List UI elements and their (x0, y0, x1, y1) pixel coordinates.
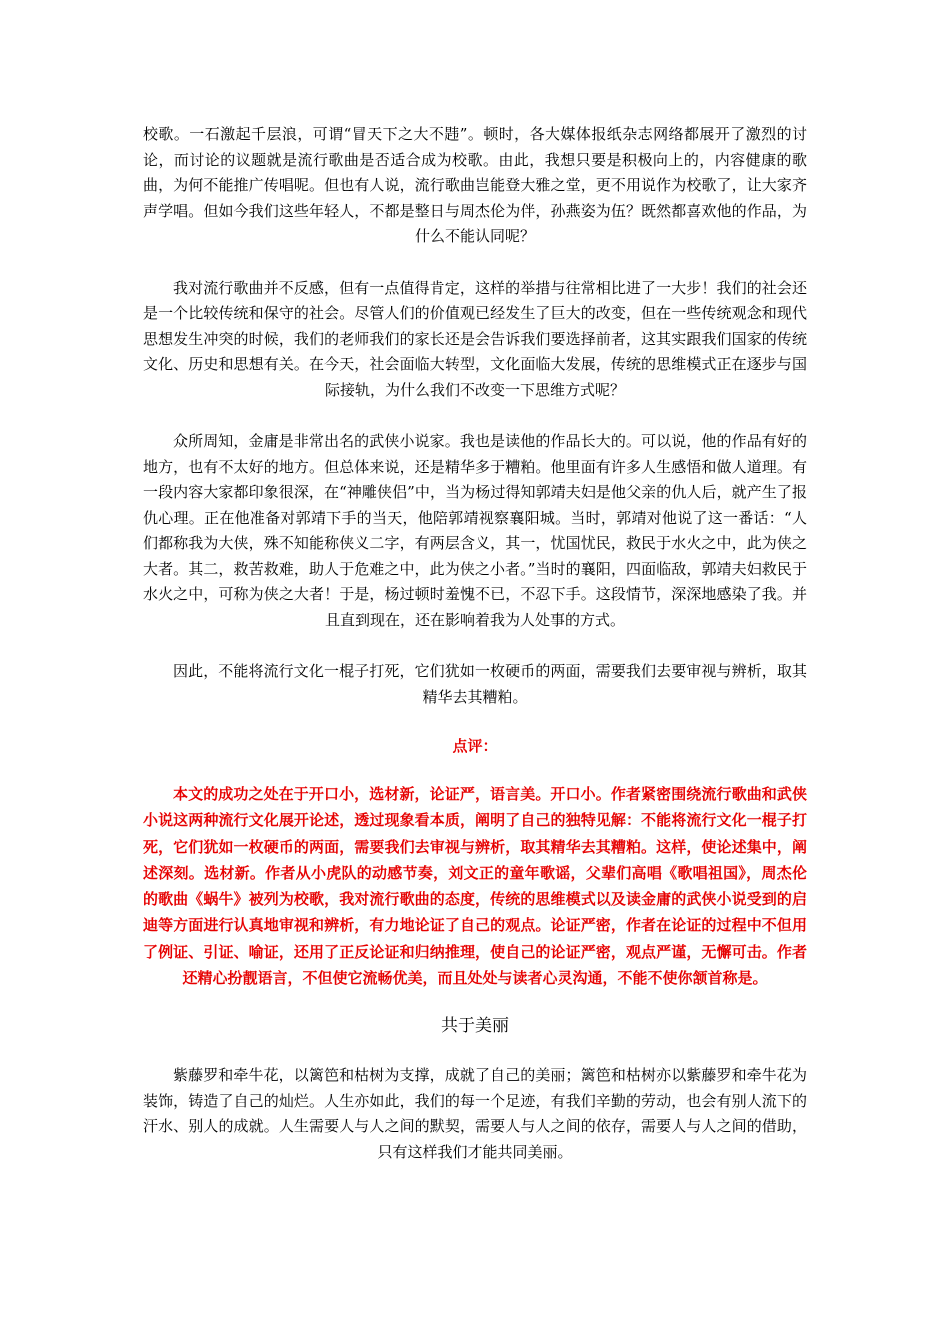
review-text: 本文的成功之处在于开口小，选材新，论证严，语言美。开口小。作者紧密围绕流行歌曲和武侠小说这两种流行文化展开论述，透过现象看本质，阐明了自己的独特见解：不能将流行文化一棍子打死，它们犹如一枚硬币的两面，需要我们去审视与辨析，取其精华去其糟粕。这样，使论述集中，阐述深刻。选材新。作者从小虎队的动感节奏，刘文正的童年歌谣，父辈们高唱《歌唱祖国》，周杰伦的歌曲《蜗牛》被列为校歌，我对流行歌曲的态度，传统的思维模式以及读金庸的武侠小说受到的启迪等方面进行认真地审视和辨析，有力地论证了自己的观点。论证严密，作者在论证的过程中不但用了例证、引证、喻证，还用了正反论证和归纳推理，使自己的论证严密，观点严谨，无懈可击。作者还精心扮靓语言，不但使它流畅优美，而且处处与读者心灵沟通，不能不使你颔首称是。 (143, 785, 807, 988)
document-page (143, 122, 807, 1165)
review-heading: 点评： (452, 737, 498, 755)
essay-paragraph: 紫藤罗和牵牛花，以篱笆和枯树为支撑，成就了自己的美丽；篱笆和枯树亦以紫藤罗和牵牛花为装饰，铸造了自己的灿烂。人生亦如此，我们的每一个足迹，有我们辛勤的劳动，也会有别人流下的汗水、别人的成就。人生需要人与人之间的默契，需要人与人之间的依存，需要人与人之间的借助，只有这样我们才能共同美丽。 (143, 1066, 807, 1161)
paragraph-conclusion: 因此，不能将流行文化一棍子打死，它们犹如一枚硬币的两面，需要我们去要审视与辨析，取其精华去其糟粕。 (173, 662, 807, 706)
paragraph-attitude: 我对流行歌曲并不反感，但有一点值得肯定，这样的举措与往常相比进了一大步！我们的社会还是一个比较传统和保守的社会。尽管人们的价值观已经发生了巨大的改变，但在一些传统观念和现代思想发生冲突的时候，我们的老师我们的家长还是会告诉我们要选择前者，这其实跟我们国家的传统文化、历史和思想有关。在今天，社会面临大转型，文化面临大发展，传统的思维模式正在逐步与国际接轨，为什么我们不改变一下思维方式呢？ (143, 278, 807, 399)
paragraph-jin-yong: 众所周知，金庸是非常出名的武侠小说家。我也是读他的作品长大的。可以说，他的作品有好的地方，也有不太好的地方。但总体来说，还是精华多于糟粕。他里面有许多人生感悟和做人道理。有一段内容大家都印象很深，在“神雕侠侣”中，当为杨过得知郭靖夫妇是他父亲的仇人后，就产生了报仇心理。正在他准备对郭靖下手的当天，他陪郭靖视察襄阳城。当时，郭靖对他说了这一番话：“人们都称我为大侠，殊不知能称侠义二字，有两层含义，其一，忧国忧民，救民于水火之中，此为侠之大者。其二，救苦救难，助人于危难之中，此为侠之小者。”当时的襄阳，四面临敌，郭靖夫妇救民于水火之中，可称为侠之大者！于是，杨过顿时羞愧不已，不忍下手。这段情节，深深地感染了我。并且直到现在，还在影响着我为人处事的方式。 (143, 432, 807, 629)
essay-title: 共于美丽 (441, 1016, 509, 1037)
paragraph-school-song: 校歌。一石激起千层浪，可谓“冒天下之大不韪”。顿时，各大媒体报纸杂志网络都展开了激烈的讨论，而讨论的议题就是流行歌曲是否适合成为校歌。由此，我想只要是积极向上的，内容健康的歌曲，为何不能推广传唱呢。但也有人说，流行歌曲岂能登大雅之堂，更不用说作为校歌了，让大家齐声学唱。但如今我们这些年轻人，不都是整日与周杰伦为伴，孙燕姿为伍？既然都喜欢他的作品，为什么不能认同呢？ (143, 125, 807, 245)
